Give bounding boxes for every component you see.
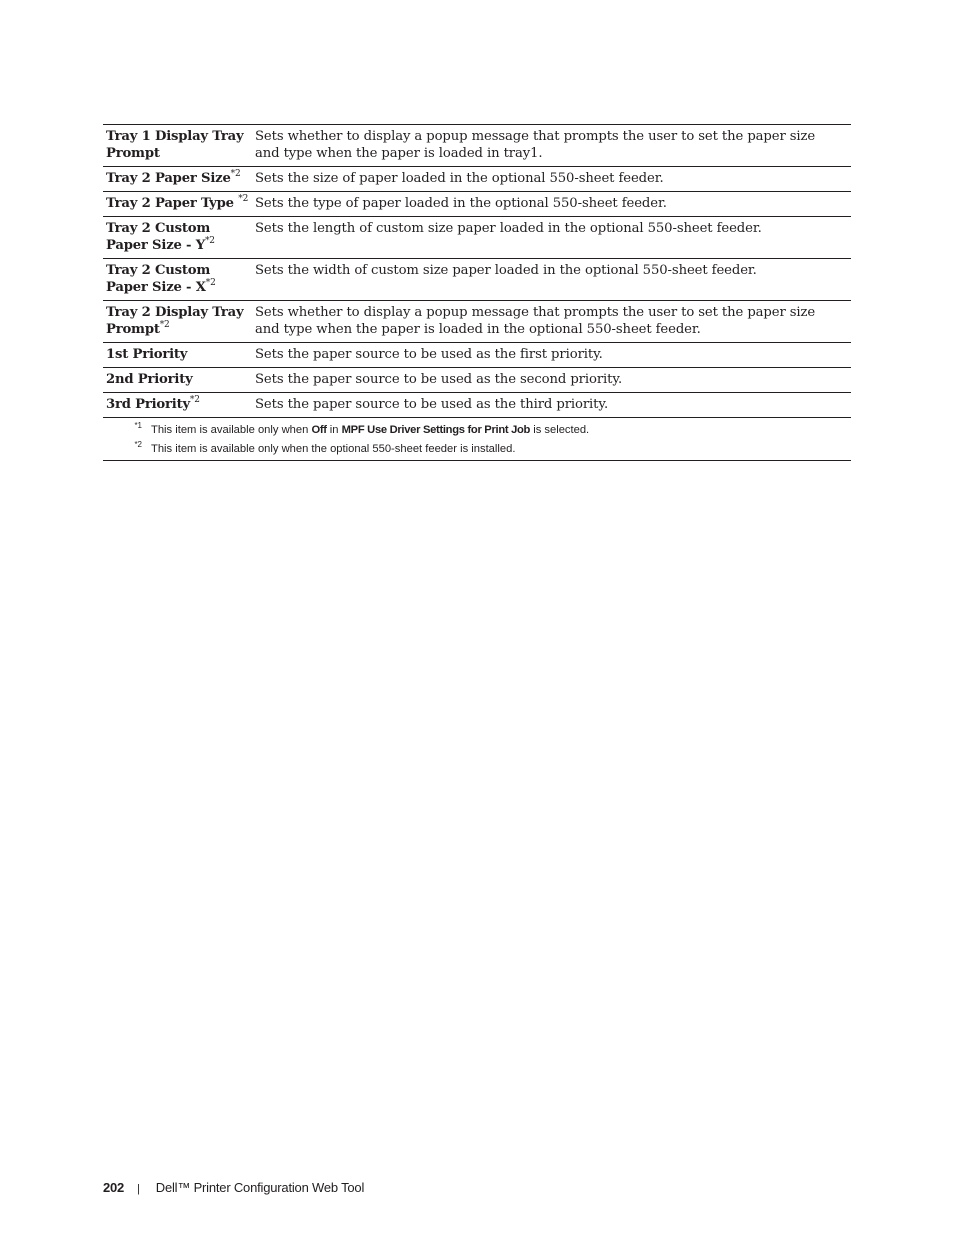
setting-description: Sets whether to display a popup message that prompts the user to set the paper size and type when the paper is loaded in the optional 550-sheet feeder.: [255, 305, 816, 337]
setting-name: Tray 2 Paper Size$^{*2}$: [106, 169, 241, 186]
footnote-mark: *2: [134, 440, 142, 449]
setting-description: Sets the paper source to be used as the first priority.: [255, 347, 603, 362]
table-row: [103, 217, 851, 259]
setting-description: Sets the width of custom size paper loaded in the optional 550-sheet feeder.: [255, 263, 757, 278]
footnote-ref: *2: [205, 278, 216, 288]
setting-name: Tray 2 Custom Paper Size - $X^{*2}$: [106, 263, 216, 295]
setting-name: 2nd Priority: [106, 372, 193, 387]
table-row: [103, 192, 851, 217]
footnote-text: This item is available only when Off in MPF Use Driver Settings for Print Job is selected.: [151, 424, 590, 436]
table-row: [103, 301, 851, 343]
table-row: [103, 368, 851, 393]
setting-name: Tray 2 Custom Paper Size - $Y^{*2}$: [106, 221, 215, 253]
off-value: Off: [311, 424, 327, 436]
setting-description: Sets the type of paper loaded in the optional 550-sheet feeder.: [255, 196, 667, 211]
footnote-ref: *2: [189, 395, 200, 405]
table-row: [103, 259, 851, 301]
setting-name: 1st Priority: [106, 347, 188, 362]
table-row: [103, 125, 851, 167]
mpf-setting-name: MPF Use Driver Settings for Print Job: [341, 424, 531, 436]
page-footer: [103, 1180, 364, 1195]
footer-title: Dell™ Printer Configuration Web Tool: [155, 1180, 365, 1195]
setting-name: 3rd Priority$^{*2}$: [106, 395, 200, 412]
table-footnotes: [103, 418, 851, 460]
footnote-text: This item is available only when the optional 550-sheet feeder is installed.: [151, 443, 516, 455]
table-row: [103, 167, 851, 192]
settings-table: [103, 124, 851, 461]
setting-name: Tray 1 Display Tray Prompt: [106, 129, 244, 161]
footnote-1: [103, 421, 851, 440]
footnote-ref: *2: [204, 236, 215, 246]
setting-description: Sets the length of custom size paper loaded in the optional 550-sheet feeder.: [255, 221, 762, 236]
setting-name: Tray 2 Display Tray Prompt$^{*2}$: [106, 305, 244, 337]
footnote-ref: *2: [159, 320, 170, 330]
setting-description: Sets the size of paper loaded in the optional 550-sheet feeder.: [255, 171, 664, 186]
footnote-ref: *2: [230, 169, 241, 179]
setting-description: Sets whether to display a popup message that prompts the user to set the paper size and type when the paper is loaded in tray1.: [255, 129, 816, 161]
setting-name: Tray 2 Paper Type $^{*2}$: [106, 194, 249, 211]
footnote-ref: *2: [238, 194, 249, 204]
footnote-2: [103, 440, 851, 459]
footnote-mark: *1: [134, 421, 142, 430]
table-row: [103, 393, 851, 418]
setting-description: Sets the paper source to be used as the second priority.: [255, 372, 623, 387]
footer-separator: |: [137, 1183, 140, 1195]
setting-description: Sets the paper source to be used as the third priority.: [255, 397, 609, 412]
page-number: 202: [103, 1180, 125, 1195]
table-row: [103, 343, 851, 368]
